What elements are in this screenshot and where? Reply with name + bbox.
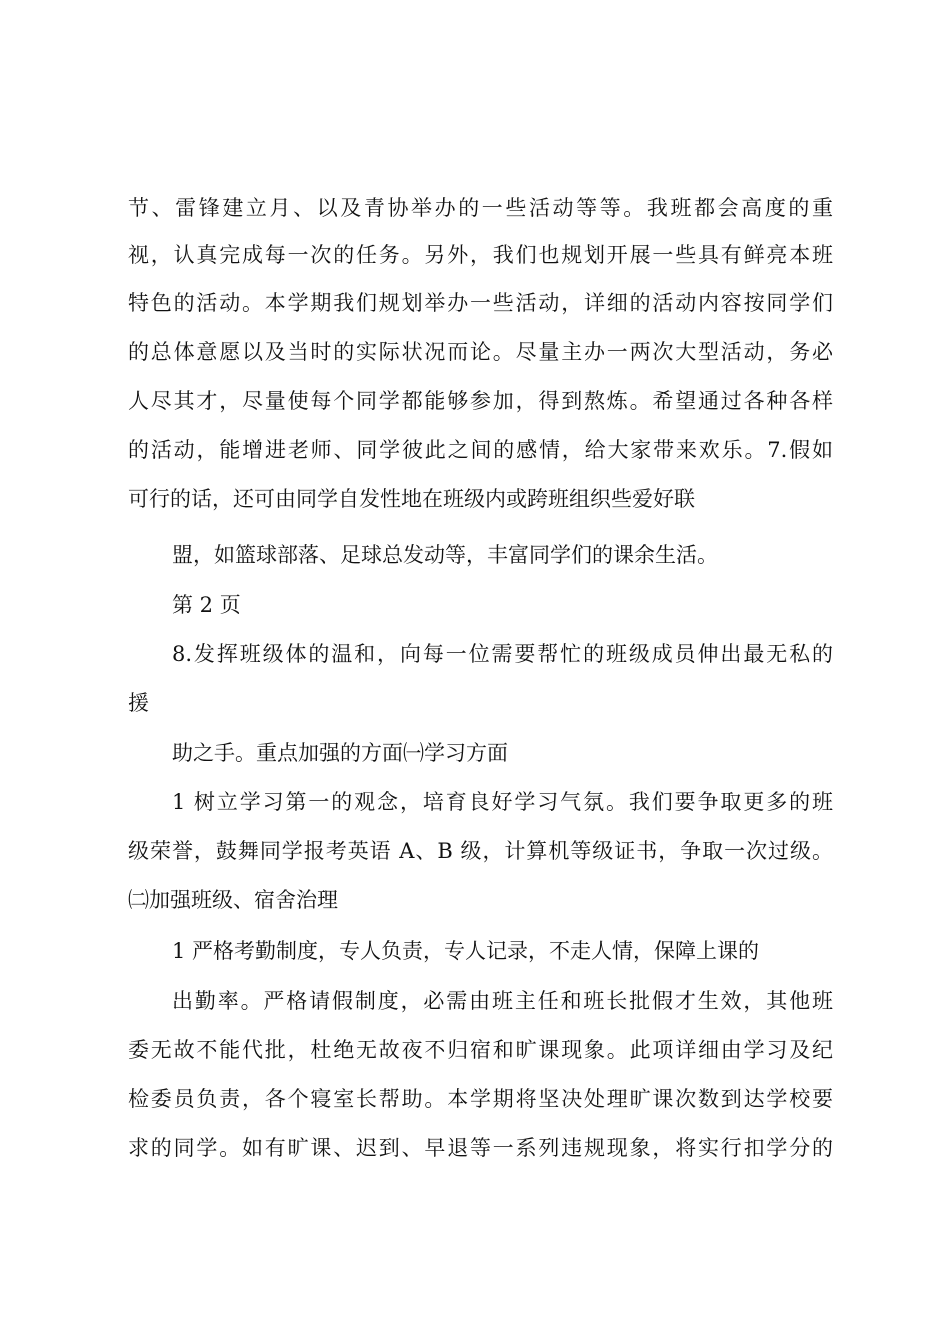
section-heading: ㈡加强班级、宿舍治理 [128, 888, 338, 912]
text-line: 1 树立学习第一的观念，培育良好学习气氛。我们要争取更多的班 [172, 790, 833, 814]
text-line: 委无故不能代批，杜绝无故夜不归宿和旷课现象。此项详细由学习及纪 [128, 1038, 833, 1062]
text-line: 8.发挥班级体的温和，向每一位需要帮忙的班级成员伸出最无私的 [172, 642, 833, 666]
page-number: 第 2 页 [172, 593, 241, 617]
text-line: 级荣誉，鼓舞同学报考英语 A、B 级，计算机等级证书，争取一次过级。 [128, 839, 833, 863]
text-line: 盟，如篮球部落、足球总发动等，丰富同学们的课余生活。 [172, 543, 718, 567]
text-line: 援 [128, 691, 149, 715]
text-line: 检委员负责，各个寝室长帮助。本学期将坚决处理旷课次数到达学校要 [128, 1087, 833, 1111]
text-line: 1 严格考勤制度，专人负责，专人记录，不走人情，保障上课的 [172, 939, 760, 963]
text-line: 特色的活动。本学期我们规划举办一些活动，详细的活动内容按同学们 [128, 291, 833, 315]
text-line: 人尽其才，尽量使每个同学都能够参加，得到熬炼。希望通过各种各样 [128, 389, 833, 413]
text-line: 可行的话，还可由同学自发性地在班级内或跨班组织些爱好联 [128, 487, 695, 511]
text-line: 的活动，能增进老师、同学彼此之间的感情，给大家带来欢乐。7.假如 [128, 438, 833, 462]
text-line: 节、雷锋建立月、以及青协举办的一些活动等等。我班都会高度的重 [128, 196, 833, 220]
text-line: 视，认真完成每一次的任务。另外，我们也规划开展一些具有鲜亮本班 [128, 243, 833, 267]
text-line: 的总体意愿以及当时的实际状况而论。尽量主办一两次大型活动，务必 [128, 340, 833, 364]
text-line: 求的同学。如有旷课、迟到、早退等一系列违规现象，将实行扣学分的 [128, 1136, 833, 1160]
text-line: 出勤率。严格请假制度，必需由班主任和班长批假才生效，其他班 [172, 989, 833, 1013]
text-line: 助之手。重点加强的方面㈠学习方面 [172, 741, 508, 765]
